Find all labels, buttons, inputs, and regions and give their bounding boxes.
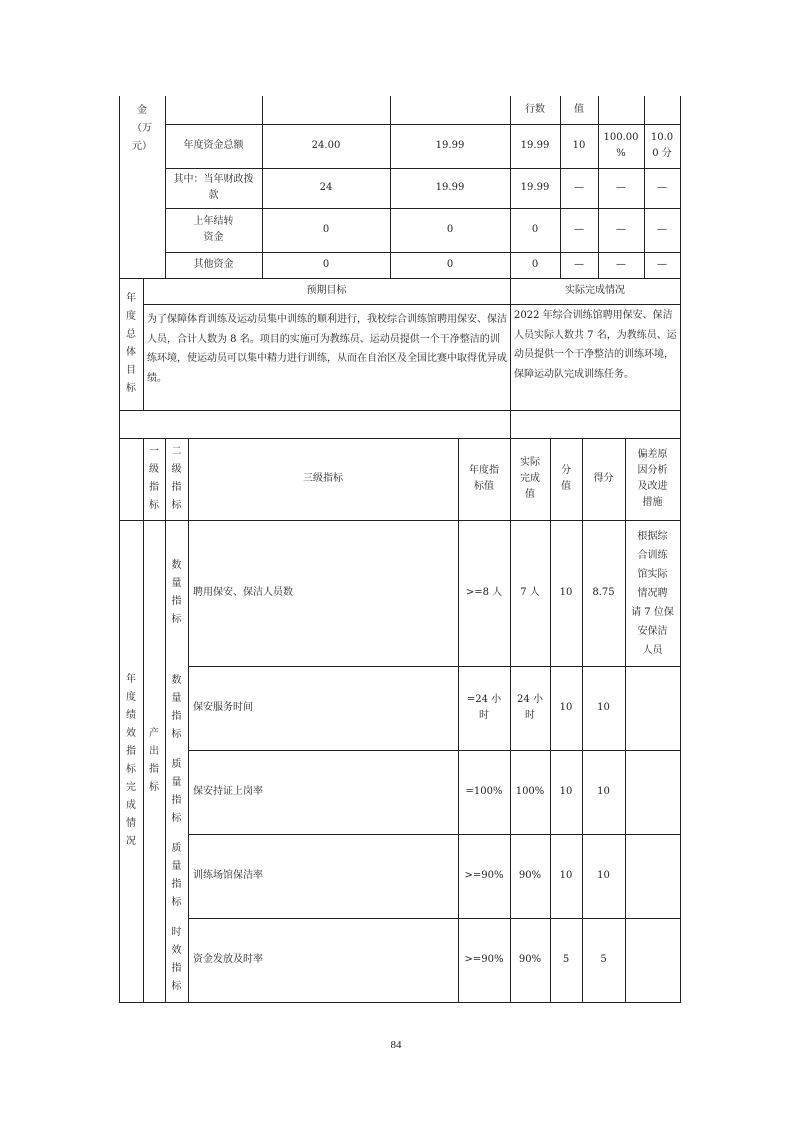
grid-line — [510, 96, 511, 279]
indicator-row-target: >=8 人 — [465, 587, 503, 598]
funds-row-weight: — — [574, 259, 584, 270]
funds-row-annual-budget: 24.00 — [311, 140, 341, 151]
indicator-row-deviation — [625, 834, 680, 918]
grid-line — [143, 304, 681, 305]
grid-line — [119, 438, 681, 439]
funds-row-rate: 100.00 % — [603, 132, 639, 159]
grid-line — [119, 410, 681, 411]
funds-row-weight: — — [574, 182, 584, 193]
target-header: 年度指 标值 — [469, 465, 499, 492]
funds-row-name: 其他资金 — [193, 259, 234, 270]
indicator-row-level3: 保安服务时间 — [193, 702, 253, 713]
indicator-row-level2: 数 量 指 标 — [171, 675, 182, 740]
goals-label: 年 度 总 体 目 标 — [126, 293, 136, 394]
funds-row-weight: — — [574, 224, 584, 235]
indicator-row-level3: 保安持证上岗率 — [193, 786, 263, 797]
indicator-row-level3: 资金发放及时率 — [193, 954, 263, 965]
indicator-row-score: 10 — [597, 786, 610, 797]
funds-row-annual-budget: 0 — [322, 259, 330, 270]
grid-line — [188, 750, 681, 751]
indicator-row-level3: 训练场馆保洁率 — [193, 870, 263, 881]
funds-row-actual: 0 — [531, 224, 539, 235]
funds-rows-label: 行数 — [525, 104, 545, 115]
grid-line — [119, 96, 120, 1003]
weight-header: 分 值 — [561, 465, 571, 492]
funds-row-score: 10.0 0 分 — [650, 132, 674, 159]
grid-line — [550, 438, 551, 1003]
funds-row-actual: 0 — [531, 259, 539, 270]
deviation-header: 偏差原 因分析 及改进 措施 — [637, 449, 668, 508]
indicator-row-target: >=90% — [464, 954, 504, 965]
indicator-row-weight: 10 — [559, 587, 573, 598]
grid-line — [188, 666, 681, 667]
indicator-row-actual: 24 小 时 — [517, 694, 543, 721]
funds-row-weight: 10 — [572, 140, 586, 151]
indicator-row-deviation — [625, 918, 680, 1002]
grid-line — [390, 96, 391, 279]
grid-line — [625, 438, 626, 1003]
score-header: 得分 — [593, 473, 614, 484]
indicator-row-deviation — [625, 750, 680, 834]
funds-row-score: — — [657, 224, 667, 235]
expected-goal-text: 为了保障体育训练及运动员集中训练的顺利进行，我校综合训练馆聘用保安、保洁人员，合计人数为 8 名。项目的实施可为教练员、运动员提供一个干净整洁的训练环境，使运动员可以集中精力进行训练，从而在自治区及全国比赛中取得优异成绩。 — [147, 314, 507, 384]
funds-row-rate: — — [616, 259, 626, 270]
funds-row-adjusted: 0 — [446, 259, 454, 270]
actual-completion-header: 实际完成情况 — [565, 285, 625, 296]
indicator-row-weight: 10 — [559, 870, 573, 881]
funds-row-actual: 19.99 — [520, 140, 550, 151]
indicator-row-score: 5 — [600, 954, 607, 965]
grid-line — [119, 278, 681, 279]
indicator-row-level2: 时 效 指 标 — [171, 927, 182, 992]
grid-line — [598, 96, 599, 279]
funds-row-adjusted: 19.99 — [435, 140, 465, 151]
grid-line — [143, 438, 144, 1003]
funds-row-adjusted: 0 — [446, 224, 454, 235]
grid-line — [165, 96, 166, 279]
funds-row-score: — — [657, 259, 667, 270]
grid-line — [644, 96, 645, 279]
grid-line — [165, 168, 681, 169]
grid-line — [510, 278, 511, 439]
funds-row-actual: 19.99 — [520, 182, 550, 193]
level3-header: 三级指标 — [303, 473, 343, 484]
level2-header: 二 级 指 标 — [171, 446, 182, 511]
indicator-row-actual: 7 人 — [520, 587, 540, 598]
grid-line — [560, 96, 561, 279]
level1-output-indicator: 产 出 指 标 — [149, 728, 159, 793]
funds-row-name: 其中：当年财政拨 款 — [173, 174, 254, 201]
grid-line — [119, 520, 681, 521]
grid-line — [143, 278, 144, 411]
grid-line — [165, 252, 681, 253]
funds-row-name: 年度资金总额 — [183, 140, 244, 151]
indicator-row-actual: 90% — [518, 954, 542, 965]
grid-line — [165, 438, 166, 1003]
funds-value-label: 值 — [574, 104, 584, 115]
grid-line — [262, 96, 263, 279]
indicator-row-score: 10 — [597, 870, 610, 881]
indicator-row-actual: 100% — [515, 786, 545, 797]
funds-row-rate: — — [616, 224, 626, 235]
indicator-row-score: 8.75 — [592, 587, 615, 598]
grid-line — [188, 918, 681, 919]
funds-label: 金 （万 元） — [132, 105, 152, 152]
grid-line — [458, 438, 459, 1003]
funds-row-annual-budget: 24 — [319, 182, 333, 193]
indicator-row-level3: 聘用保安、保洁人员数 — [193, 587, 293, 598]
indicator-row-target: >=90% — [464, 870, 504, 881]
indicator-row-target: =24 小 时 — [466, 694, 502, 721]
indicator-row-level2: 质 量 指 标 — [171, 843, 182, 908]
grid-line — [165, 124, 681, 125]
grid-line — [188, 834, 681, 835]
indicator-row-actual: 90% — [518, 870, 542, 881]
expected-goal-header: 预期目标 — [306, 285, 347, 296]
grid-line — [510, 438, 511, 1003]
level1-header: 一 级 指 标 — [149, 446, 159, 511]
grid-line — [188, 438, 189, 1003]
grid-line — [165, 208, 681, 209]
funds-row-name: 上年结转 资金 — [193, 216, 234, 243]
indicator-row-deviation — [625, 666, 680, 750]
indicator-row-deviation: 根据综 合训练 馆实际 情况聘 请 7 位保 安保洁 人员 — [631, 530, 674, 656]
funds-row-rate: — — [616, 182, 626, 193]
grid-line — [680, 96, 681, 1003]
indicator-row-score: 10 — [597, 702, 610, 713]
indicator-row-weight: 5 — [562, 954, 570, 965]
indicators-section-label: 年 度 绩 效 指 标 完 成 情 况 — [126, 674, 136, 847]
funds-row-score: — — [657, 182, 667, 193]
funds-row-adjusted: 19.99 — [435, 182, 465, 193]
grid-line — [582, 438, 583, 1003]
indicator-row-target: =100% — [465, 786, 503, 797]
indicator-row-weight: 10 — [559, 702, 573, 713]
actual-completion-text: 2022 年综合训练馆聘用保安、保洁人员实际人数共 7 名，为教练员、运动员提供一个干净整洁的训练环境，保障运动队完成训练任务。 — [514, 310, 677, 380]
grid-line — [119, 1002, 681, 1003]
page-number: 84 — [390, 1039, 402, 1051]
indicator-row-weight: 10 — [559, 786, 573, 797]
actual-header: 实际 完成 值 — [520, 457, 540, 500]
indicator-row-level2: 质 量 指 标 — [171, 759, 182, 824]
indicator-row-level2: 数 量 指 标 — [171, 560, 182, 625]
funds-row-annual-budget: 0 — [322, 224, 330, 235]
